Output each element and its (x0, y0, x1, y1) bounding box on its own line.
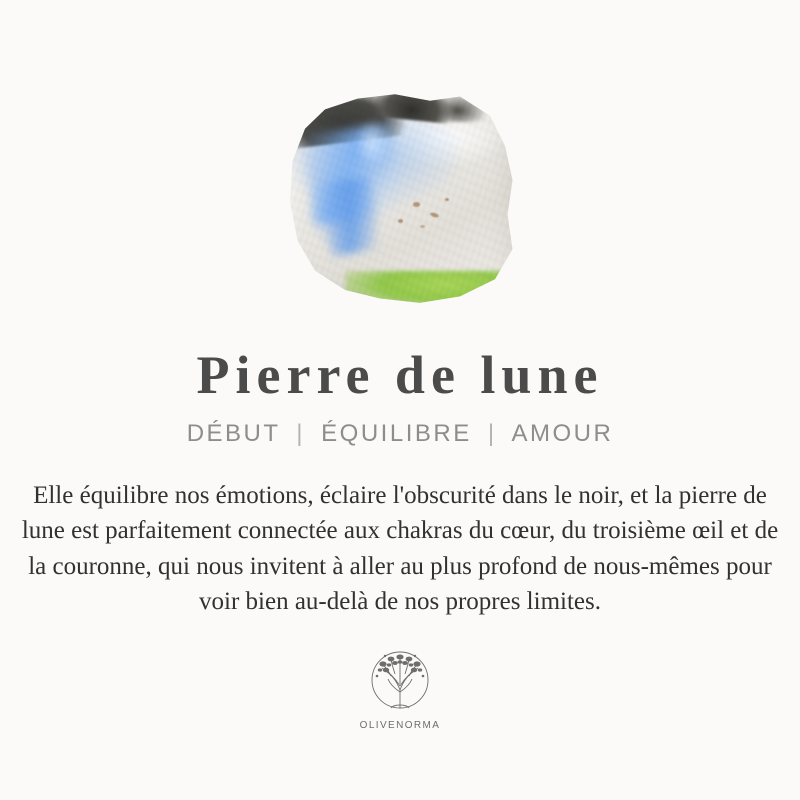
page-title: Pierre de lune (196, 345, 604, 405)
keyword-2: AMOUR (511, 419, 614, 447)
brand-logo (360, 646, 441, 731)
keyword-separator: | (296, 419, 305, 447)
description-text: Elle équilibre nos émotions, éclaire l'obscurité dans le noir, et la pierre de lune est parfaitement connectée aux chakras du cœur, du troisième œil et de la couronne, qui nous invitent à aller au plus profond de nous-mêmes pour voir bien au-delà de nos propres limites. (21, 481, 779, 616)
keyword-separator: | (487, 419, 497, 447)
moonstone-image (250, 45, 550, 305)
moonstone-specimen (275, 90, 525, 305)
keyword-list (187, 420, 614, 448)
brand-name: OLIVENORMA (359, 719, 441, 731)
keyword-1: ÉQUILIBRE (321, 419, 472, 447)
tree-of-life-icon (361, 646, 439, 718)
stone-texture (275, 90, 525, 305)
keyword-0: DÉBUT (186, 419, 281, 447)
